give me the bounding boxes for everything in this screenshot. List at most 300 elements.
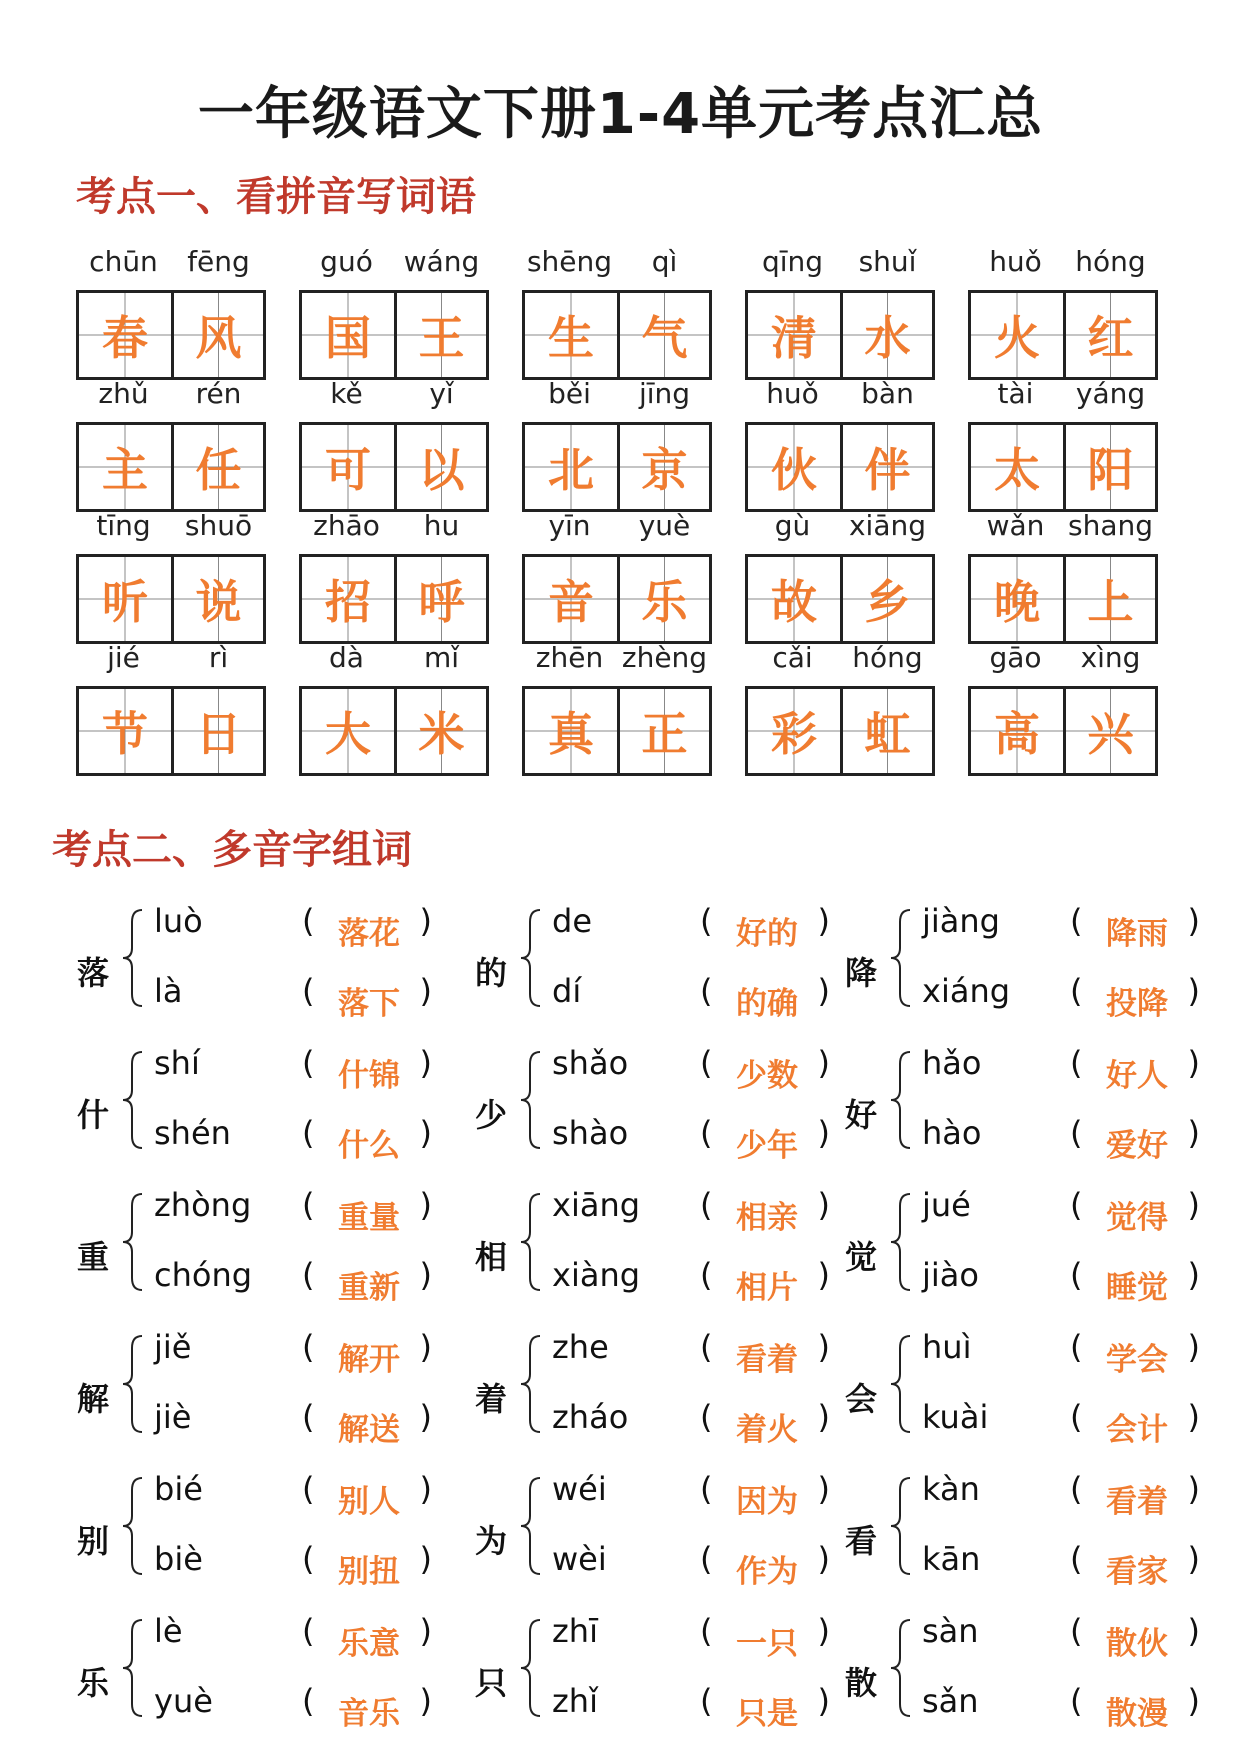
pinyin-row [299, 509, 489, 549]
open-paren: ( [1070, 1540, 1083, 1578]
brace-icon [518, 1192, 546, 1292]
brace-icon [888, 908, 916, 1008]
open-paren: ( [302, 1682, 315, 1720]
reading-pinyin: kān [922, 1540, 981, 1578]
pinyin-row [745, 377, 935, 417]
word-card [76, 377, 266, 517]
brace-icon [518, 908, 546, 1008]
polyphone-character: 散 [844, 1664, 877, 1702]
reading-pinyin: shǎo [552, 1044, 629, 1082]
polyphone-item [838, 902, 1228, 1044]
close-paren: ) [419, 1328, 432, 1366]
close-paren: ) [1187, 1044, 1200, 1082]
answer-character: 王 [394, 293, 486, 377]
close-paren: ) [419, 1682, 432, 1720]
pinyin-row [745, 641, 935, 681]
open-paren: ( [1070, 1470, 1083, 1508]
reading-pinyin: dí [552, 972, 582, 1010]
word-card [745, 509, 935, 649]
answer-character: 伙 [748, 425, 840, 509]
answer-word: 散伙 [1106, 1626, 1168, 1662]
polyphone-item [468, 1470, 858, 1612]
pinyin-syllable: zhèng [621, 641, 708, 674]
answer-character: 主 [79, 425, 171, 509]
pinyin-syllable: rì [208, 641, 229, 674]
polyphone-character: 的 [474, 954, 507, 992]
brace-icon [888, 1050, 916, 1150]
answer-character: 节 [79, 689, 171, 773]
polyphone-item [70, 1612, 460, 1754]
answer-character: 任 [171, 425, 263, 509]
answer-word: 什锦 [338, 1058, 400, 1094]
answer-word: 看着 [1106, 1484, 1168, 1520]
word-card [522, 245, 712, 385]
close-paren: ) [1187, 1612, 1200, 1650]
brace-icon [120, 1192, 148, 1292]
word-card [76, 245, 266, 385]
word-card [968, 377, 1158, 517]
close-paren: ) [817, 1470, 830, 1508]
open-paren: ( [302, 1612, 315, 1650]
reading-pinyin: luò [154, 902, 203, 940]
answer-word: 什么 [338, 1128, 400, 1164]
answer-character: 风 [171, 293, 263, 377]
reading-pinyin: de [552, 902, 592, 940]
open-paren: ( [1070, 1398, 1083, 1436]
open-paren: ( [302, 1256, 315, 1294]
polyphone-character: 少 [474, 1096, 507, 1134]
page-title: 一年级语文下册1-4单元考点汇总 [197, 82, 1044, 147]
pinyin-syllable: kě [330, 377, 363, 410]
pinyin-syllable: xiāng [848, 509, 927, 542]
pinyin-syllable: shuō [184, 509, 253, 542]
pinyin-syllable: hóng [1075, 245, 1146, 278]
answer-word: 一只 [736, 1626, 798, 1662]
answer-blank [700, 1114, 830, 1164]
open-paren: ( [1070, 1044, 1083, 1082]
close-paren: ) [419, 1114, 432, 1152]
answer-character: 伴 [840, 425, 932, 509]
close-paren: ) [817, 972, 830, 1010]
answer-character: 红 [1063, 293, 1155, 377]
polyphone-item [838, 1470, 1228, 1612]
close-paren: ) [419, 1044, 432, 1082]
answer-word: 好人 [1106, 1058, 1168, 1094]
answer-character: 虹 [840, 689, 932, 773]
pinyin-syllable: běi [548, 377, 591, 410]
answer-character: 乐 [617, 557, 709, 641]
answer-character: 以 [394, 425, 486, 509]
open-paren: ( [302, 1186, 315, 1224]
close-paren: ) [419, 1186, 432, 1224]
answer-word: 重量 [338, 1200, 400, 1236]
answer-word: 会计 [1106, 1412, 1168, 1448]
close-paren: ) [1187, 1540, 1200, 1578]
answer-character: 气 [617, 293, 709, 377]
polyphone-character: 重 [76, 1238, 109, 1276]
pinyin-syllable: hóng [852, 641, 923, 674]
answer-word: 的确 [736, 986, 798, 1022]
word-card [299, 377, 489, 517]
tianzige-boxes [522, 554, 712, 644]
answer-blank [700, 902, 830, 952]
answer-blank [700, 1612, 830, 1662]
reading-pinyin: jué [922, 1186, 971, 1224]
open-paren: ( [1070, 1612, 1083, 1650]
answer-word: 觉得 [1106, 1200, 1168, 1236]
pinyin-syllable: zhēn [535, 641, 604, 674]
open-paren: ( [302, 1044, 315, 1082]
pinyin-row [76, 641, 266, 681]
close-paren: ) [1187, 972, 1200, 1010]
open-paren: ( [1070, 1328, 1083, 1366]
pinyin-syllable: bàn [861, 377, 914, 410]
pinyin-syllable: tīng [96, 509, 151, 542]
pinyin-syllable: fēng [187, 245, 250, 278]
open-paren: ( [1070, 1186, 1083, 1224]
answer-blank [1070, 1398, 1200, 1448]
tianzige-boxes [968, 686, 1158, 776]
polyphone-item [70, 1470, 460, 1612]
tianzige-boxes [968, 554, 1158, 644]
reading-pinyin: hǎo [922, 1044, 982, 1082]
brace-icon [518, 1618, 546, 1718]
pinyin-row [968, 377, 1158, 417]
answer-blank [700, 1328, 830, 1378]
answer-character: 上 [1063, 557, 1155, 641]
reading-pinyin: yuè [154, 1682, 213, 1720]
close-paren: ) [817, 1256, 830, 1294]
open-paren: ( [700, 1470, 713, 1508]
answer-blank [700, 1186, 830, 1236]
tianzige-boxes [968, 290, 1158, 380]
answer-blank [1070, 1328, 1200, 1378]
close-paren: ) [1187, 1256, 1200, 1294]
brace-icon [518, 1476, 546, 1576]
tianzige-boxes [299, 686, 489, 776]
pinyin-syllable: qīng [761, 245, 824, 278]
tianzige-boxes [968, 422, 1158, 512]
open-paren: ( [1070, 1256, 1083, 1294]
close-paren: ) [817, 1612, 830, 1650]
reading-pinyin: kuài [922, 1398, 989, 1436]
pinyin-row [522, 245, 712, 285]
pinyin-row [522, 377, 712, 417]
tianzige-boxes [522, 422, 712, 512]
answer-character: 日 [171, 689, 263, 773]
pinyin-row [522, 509, 712, 549]
word-card [522, 377, 712, 517]
open-paren: ( [700, 972, 713, 1010]
reading-pinyin: zháo [552, 1398, 629, 1436]
answer-word: 散漫 [1106, 1696, 1168, 1732]
open-paren: ( [700, 902, 713, 940]
polyphone-character: 觉 [844, 1238, 877, 1276]
pinyin-syllable: huǒ [989, 245, 1042, 278]
answer-word: 相亲 [736, 1200, 798, 1236]
answer-blank [302, 1682, 432, 1732]
answer-blank [302, 1186, 432, 1236]
answer-character: 正 [617, 689, 709, 773]
pinyin-syllable: cǎi [772, 641, 813, 674]
answer-word: 少年 [736, 1128, 798, 1164]
pinyin-row [522, 641, 712, 681]
tianzige-boxes [745, 686, 935, 776]
answer-character: 听 [79, 557, 171, 641]
reading-pinyin: xiàng [552, 1256, 641, 1294]
pinyin-row [968, 245, 1158, 285]
open-paren: ( [1070, 1114, 1083, 1152]
answer-word: 落下 [338, 986, 400, 1022]
reading-pinyin: bié [154, 1470, 203, 1508]
polyphone-character: 落 [76, 954, 109, 992]
answer-character: 可 [302, 425, 394, 509]
pinyin-row [76, 245, 266, 285]
answer-blank [302, 1540, 432, 1590]
polyphone-item [468, 902, 858, 1044]
close-paren: ) [1187, 1328, 1200, 1366]
pinyin-row [968, 509, 1158, 549]
answer-blank [302, 1256, 432, 1306]
answer-word: 别人 [338, 1484, 400, 1520]
brace-icon [120, 1618, 148, 1718]
polyphone-character: 着 [474, 1380, 507, 1418]
pinyin-syllable: tài [997, 377, 1034, 410]
answer-character: 故 [748, 557, 840, 641]
answer-blank [302, 1398, 432, 1448]
answer-character: 京 [617, 425, 709, 509]
answer-word: 投降 [1106, 986, 1168, 1022]
pinyin-syllable: shēng [526, 245, 613, 278]
reading-pinyin: zhe [552, 1328, 609, 1366]
tianzige-boxes [76, 422, 266, 512]
pinyin-row [299, 245, 489, 285]
answer-blank [302, 1470, 432, 1520]
polyphone-item [70, 1328, 460, 1470]
answer-blank [1070, 1612, 1200, 1662]
answer-character: 招 [302, 557, 394, 641]
brace-icon [120, 1334, 148, 1434]
answer-blank [1070, 1470, 1200, 1520]
polyphone-item [70, 1186, 460, 1328]
polyphone-character: 好 [844, 1096, 877, 1134]
close-paren: ) [817, 902, 830, 940]
tianzige-boxes [745, 554, 935, 644]
answer-word: 学会 [1106, 1342, 1168, 1378]
open-paren: ( [700, 1328, 713, 1366]
word-card [745, 245, 935, 385]
close-paren: ) [1187, 1470, 1200, 1508]
answer-word: 解开 [338, 1342, 400, 1378]
polyphone-item [838, 1044, 1228, 1186]
close-paren: ) [419, 1470, 432, 1508]
section-title-polyphones: 考点二、多音字组词 [52, 827, 412, 873]
polyphone-item [70, 1044, 460, 1186]
open-paren: ( [700, 1256, 713, 1294]
pinyin-syllable: shuǐ [858, 245, 917, 278]
answer-word: 音乐 [338, 1696, 400, 1732]
reading-pinyin: zhī [552, 1612, 598, 1650]
brace-icon [888, 1192, 916, 1292]
pinyin-syllable: chūn [89, 245, 158, 278]
answer-blank [302, 1044, 432, 1094]
reading-pinyin: biè [154, 1540, 203, 1578]
pinyin-row [745, 245, 935, 285]
word-card [522, 641, 712, 781]
answer-character: 晚 [971, 557, 1063, 641]
brace-icon [120, 1050, 148, 1150]
answer-character: 生 [525, 293, 617, 377]
answer-blank [302, 1612, 432, 1662]
close-paren: ) [419, 1540, 432, 1578]
answer-character: 清 [748, 293, 840, 377]
close-paren: ) [419, 972, 432, 1010]
reading-pinyin: jiè [154, 1398, 192, 1436]
pinyin-syllable: wǎn [986, 509, 1045, 542]
answer-word: 作为 [736, 1554, 798, 1590]
tianzige-boxes [299, 290, 489, 380]
answer-word: 好的 [736, 916, 798, 952]
close-paren: ) [817, 1398, 830, 1436]
pinyin-syllable: yǐ [429, 377, 454, 410]
answer-character: 乡 [840, 557, 932, 641]
answer-character: 说 [171, 557, 263, 641]
answer-blank [1070, 1540, 1200, 1590]
word-card [968, 509, 1158, 649]
close-paren: ) [419, 1398, 432, 1436]
answer-blank [700, 972, 830, 1022]
reading-pinyin: huì [922, 1328, 972, 1366]
open-paren: ( [700, 1540, 713, 1578]
pinyin-syllable: yīn [548, 509, 591, 542]
pinyin-syllable: hu [423, 509, 460, 542]
answer-blank [1070, 1186, 1200, 1236]
open-paren: ( [302, 1114, 315, 1152]
pinyin-syllable: qì [651, 245, 678, 278]
answer-character: 呼 [394, 557, 486, 641]
answer-character: 米 [394, 689, 486, 773]
reading-pinyin: wèi [552, 1540, 607, 1578]
pinyin-syllable: huǒ [766, 377, 819, 410]
polyphone-item [838, 1186, 1228, 1328]
close-paren: ) [817, 1682, 830, 1720]
tianzige-boxes [745, 422, 935, 512]
open-paren: ( [700, 1114, 713, 1152]
polyphone-item [468, 1044, 858, 1186]
reading-pinyin: jiào [922, 1256, 979, 1294]
answer-word: 少数 [736, 1058, 798, 1094]
brace-icon [518, 1050, 546, 1150]
brace-icon [888, 1334, 916, 1434]
word-card [299, 509, 489, 649]
reading-pinyin: shí [154, 1044, 200, 1082]
tianzige-boxes [299, 422, 489, 512]
reading-pinyin: wéi [552, 1470, 607, 1508]
open-paren: ( [1070, 902, 1083, 940]
reading-pinyin: xiáng [922, 972, 1011, 1010]
answer-blank [1070, 1256, 1200, 1306]
pinyin-syllable: gù [774, 509, 811, 542]
word-card [299, 641, 489, 781]
polyphone-character: 降 [844, 954, 877, 992]
open-paren: ( [700, 1612, 713, 1650]
answer-character: 兴 [1063, 689, 1155, 773]
reading-pinyin: chóng [154, 1256, 253, 1294]
pinyin-row [745, 509, 935, 549]
open-paren: ( [1070, 972, 1083, 1010]
polyphone-character: 只 [474, 1664, 507, 1702]
word-card [299, 245, 489, 385]
polyphone-item [468, 1328, 858, 1470]
word-card [76, 509, 266, 649]
reading-pinyin: zhòng [154, 1186, 252, 1224]
reading-pinyin: là [154, 972, 183, 1010]
reading-pinyin: kàn [922, 1470, 980, 1508]
open-paren: ( [302, 1328, 315, 1366]
polyphone-character: 看 [844, 1522, 877, 1560]
open-paren: ( [302, 1470, 315, 1508]
close-paren: ) [1187, 1186, 1200, 1224]
answer-word: 看着 [736, 1342, 798, 1378]
reading-pinyin: zhǐ [552, 1682, 598, 1720]
close-paren: ) [1187, 1114, 1200, 1152]
answer-word: 重新 [338, 1270, 400, 1306]
answer-blank [1070, 1682, 1200, 1732]
open-paren: ( [302, 902, 315, 940]
reading-pinyin: sàn [922, 1612, 979, 1650]
brace-icon [120, 1476, 148, 1576]
answer-character: 春 [79, 293, 171, 377]
polyphone-character: 会 [844, 1380, 877, 1418]
polyphone-character: 相 [474, 1238, 507, 1276]
brace-icon [888, 1476, 916, 1576]
open-paren: ( [700, 1186, 713, 1224]
open-paren: ( [302, 1398, 315, 1436]
pinyin-syllable: dà [329, 641, 364, 674]
word-card [522, 509, 712, 649]
answer-word: 落花 [338, 916, 400, 952]
answer-word: 着火 [736, 1412, 798, 1448]
reading-pinyin: jiě [154, 1328, 192, 1366]
answer-character: 大 [302, 689, 394, 773]
word-card [745, 377, 935, 517]
answer-character: 太 [971, 425, 1063, 509]
tianzige-boxes [76, 554, 266, 644]
open-paren: ( [700, 1398, 713, 1436]
answer-blank [700, 1398, 830, 1448]
pinyin-row [968, 641, 1158, 681]
close-paren: ) [419, 1256, 432, 1294]
polyphone-item [70, 902, 460, 1044]
polyphone-item [838, 1612, 1228, 1754]
pinyin-row [76, 377, 266, 417]
polyphone-character: 为 [474, 1522, 507, 1560]
answer-character: 阳 [1063, 425, 1155, 509]
pinyin-syllable: rén [195, 377, 242, 410]
tianzige-boxes [76, 686, 266, 776]
answer-blank [1070, 902, 1200, 952]
tianzige-boxes [76, 290, 266, 380]
pinyin-syllable: xìng [1080, 641, 1141, 674]
answer-word: 乐意 [338, 1626, 400, 1662]
pinyin-row [299, 641, 489, 681]
close-paren: ) [1187, 902, 1200, 940]
polyphone-item [468, 1186, 858, 1328]
pinyin-syllable: zhǔ [98, 377, 149, 410]
close-paren: ) [817, 1540, 830, 1578]
brace-icon [888, 1618, 916, 1718]
open-paren: ( [302, 1540, 315, 1578]
